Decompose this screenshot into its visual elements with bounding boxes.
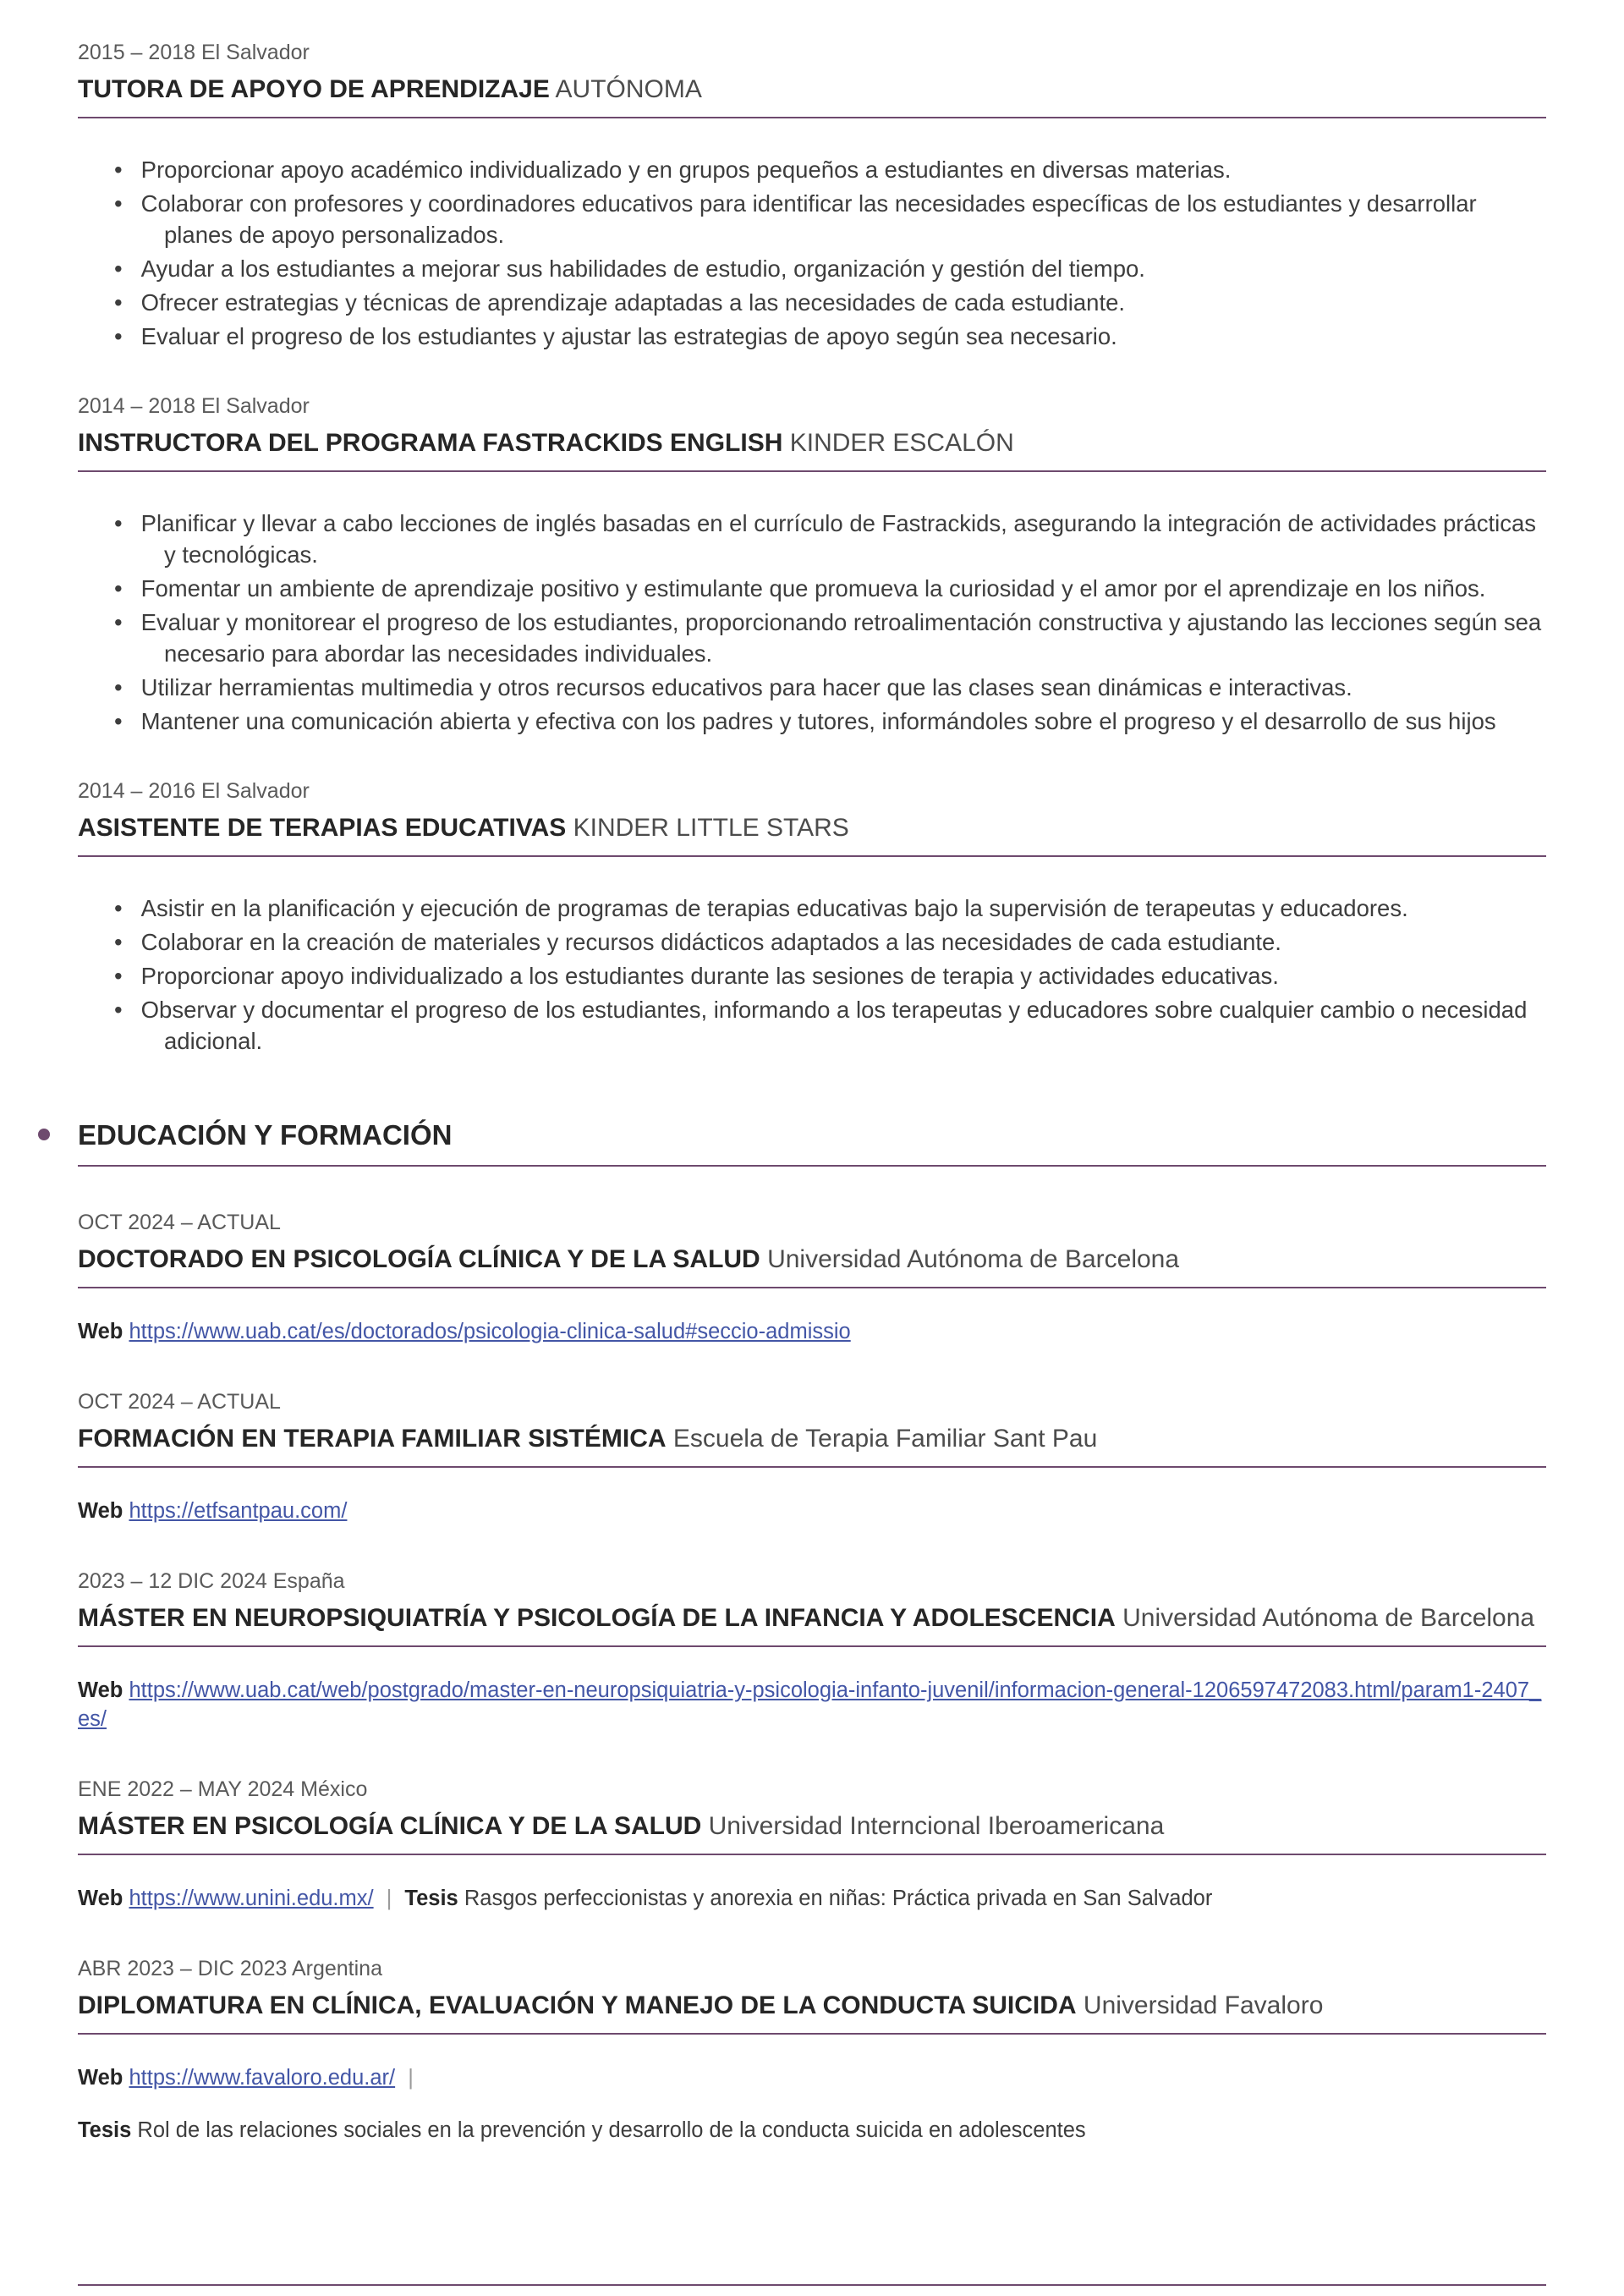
edu-title-line	[78, 1989, 1546, 2023]
divider	[78, 855, 1546, 857]
edu-dates-location	[78, 1388, 1546, 1415]
section-education	[78, 1118, 1546, 1167]
tesis-text: Rol de las relaciones sociales en la prevención y desarrollo de la conducta suicida en adolescentes	[137, 2118, 1086, 2142]
web-link[interactable]: https://www.uab.cat/es/doctorados/psicologia-clinica-salud#seccio-admissio	[129, 1320, 851, 1343]
edu-dates: OCT 2024 – ACTUAL	[78, 1390, 281, 1414]
web-label: Web	[78, 1320, 123, 1343]
job-employer: KINDER LITTLE STARS	[573, 814, 849, 842]
edu-web-line	[78, 1497, 1546, 1525]
tesis-label: Tesis	[404, 1887, 458, 1910]
job-entry-asistente	[78, 777, 1546, 1057]
job-bullet: • Fomentar un ambiente de aprendizaje positivo y estimulante que promueva la curiosidad y el amor por el aprendizaje en los niños.	[78, 573, 1546, 604]
edu-institution: Universidad Favaloro	[1083, 1991, 1324, 2019]
edu-dates-location	[78, 1568, 1546, 1595]
web-label: Web	[78, 1499, 123, 1523]
education-entry-doctorado	[78, 1209, 1546, 1346]
edu-location: Argentina	[291, 1957, 382, 1980]
divider	[78, 1165, 1546, 1167]
edu-web-line	[78, 2063, 1546, 2092]
job-bullet: • Utilizar herramientas multimedia y otros recursos educativos para hacer que las clases sean dinámicas e interactivas.	[78, 672, 1546, 703]
education-entry-terapia-familiar	[78, 1388, 1546, 1525]
edu-dates-location	[78, 1209, 1546, 1236]
edu-location: México	[300, 1777, 368, 1801]
education-entry-master-psicologia	[78, 1776, 1546, 1913]
job-dates-location	[78, 39, 1546, 66]
job-bullet: • Ayudar a los estudiantes a mejorar sus habilidades de estudio, organización y gestión del tiempo.	[78, 253, 1546, 284]
edu-title: DIPLOMATURA EN CLÍNICA, EVALUACIÓN Y MANEJO DE LA CONDUCTA SUICIDA	[78, 1991, 1077, 2019]
divider	[78, 1645, 1546, 1647]
section-title: EDUCACIÓN Y FORMACIÓN	[78, 1119, 453, 1151]
edu-location: España	[272, 1569, 345, 1593]
edu-title-line	[78, 1243, 1546, 1277]
education-entry-master-neuropsiquiatria	[78, 1568, 1546, 1733]
job-bullet: • Colaborar en la creación de materiales y recursos didácticos adaptados a las necesidades de cada estudiante.	[78, 926, 1546, 958]
web-link[interactable]: https://etfsantpau.com/	[129, 1499, 348, 1523]
web-label: Web	[78, 2066, 123, 2090]
job-bullets	[78, 154, 1546, 352]
edu-dates-location	[78, 1776, 1546, 1803]
tesis-text: Rasgos perfeccionistas y anorexia en niñas: Práctica privada en San Salvador	[464, 1887, 1213, 1910]
web-label: Web	[78, 1887, 123, 1910]
job-employer: AUTÓNOMA	[555, 75, 702, 103]
job-bullets	[78, 508, 1546, 737]
divider	[78, 470, 1546, 472]
job-bullet: • Observar y documentar el progreso de los estudiantes, informando a los terapeutas y educadores sobre cualquier cambio o necesidad adicional.	[78, 994, 1546, 1057]
job-title: TUTORA DE APOYO DE APRENDIZAJE	[78, 75, 550, 103]
edu-institution: Universidad Autónoma de Barcelona	[767, 1245, 1180, 1273]
job-bullet: • Proporcionar apoyo académico individualizado y en grupos pequeños a estudiantes en diversas materias.	[78, 154, 1546, 185]
edu-dates: OCT 2024 – ACTUAL	[78, 1211, 281, 1234]
page-bottom-divider	[78, 2284, 1546, 2286]
web-link[interactable]: https://www.uab.cat/web/postgrado/master-en-neuropsiquiatria-y-psicologia-infanto-juvenil/informacion-general-1206597472083.html/param1-2407_es/	[78, 1678, 1542, 1731]
tesis-label: Tesis	[78, 2118, 132, 2142]
job-dates-location	[78, 393, 1546, 420]
education-entry-diplomatura	[78, 1955, 1546, 2145]
edu-dates: ABR 2023 – DIC 2023	[78, 1957, 288, 1980]
web-link[interactable]: https://www.unini.edu.mx/	[129, 1887, 374, 1910]
divider	[78, 117, 1546, 118]
job-employer: KINDER ESCALÓN	[789, 429, 1014, 457]
job-entry-instructora	[78, 393, 1546, 737]
job-bullet: • Evaluar el progreso de los estudiantes y ajustar las estrategias de apoyo según sea necesario.	[78, 321, 1546, 352]
job-title-line	[78, 426, 1546, 460]
edu-web-line	[78, 1884, 1546, 1913]
divider	[78, 2033, 1546, 2035]
job-location: El Salvador	[200, 779, 310, 803]
job-bullet: • Colaborar con profesores y coordinadores educativos para identificar las necesidades específicas de los estudiantes y desarrollar planes de apoyo personalizados.	[78, 188, 1546, 250]
edu-title: FORMACIÓN EN TERAPIA FAMILIAR SISTÉMICA	[78, 1425, 667, 1453]
job-bullet: • Asistir en la planificación y ejecución de programas de terapias educativas bajo la supervisión de terapeutas y educadores.	[78, 893, 1546, 924]
job-dates: 2014 – 2016	[78, 779, 196, 803]
job-location: El Salvador	[200, 41, 310, 64]
job-bullets	[78, 893, 1546, 1057]
edu-institution: Universidad Autónoma de Barcelona	[1122, 1604, 1535, 1632]
divider	[78, 1854, 1546, 1855]
job-title: INSTRUCTORA DEL PROGRAMA FASTRACKIDS ENGLISH	[78, 429, 783, 457]
job-bullet: • Proporcionar apoyo individualizado a los estudiantes durante las sesiones de terapia y actividades educativas.	[78, 960, 1546, 991]
job-bullet: • Planificar y llevar a cabo lecciones de inglés basadas en el currículo de Fastrackids, asegurando la integración de actividades prácticas y tecnológicas.	[78, 508, 1546, 570]
divider	[78, 1287, 1546, 1288]
job-dates: 2015 – 2018	[78, 41, 196, 64]
edu-title-line	[78, 1601, 1546, 1635]
separator: |	[408, 2066, 414, 2090]
edu-tesis-line	[78, 2116, 1546, 2145]
edu-dates: ENE 2022 – MAY 2024	[78, 1777, 295, 1801]
edu-institution: Universidad Interncional Iberoamericana	[708, 1812, 1165, 1840]
job-entry-tutora	[78, 39, 1546, 352]
edu-dates: 2023 – 12 DIC 2024	[78, 1569, 267, 1593]
edu-title: MÁSTER EN PSICOLOGÍA CLÍNICA Y DE LA SALUD	[78, 1812, 702, 1840]
job-location: El Salvador	[200, 394, 310, 418]
job-dates-location	[78, 777, 1546, 805]
edu-title-line	[78, 1810, 1546, 1843]
edu-dates-location	[78, 1955, 1546, 1982]
edu-web-line	[78, 1317, 1546, 1346]
job-dates: 2014 – 2018	[78, 394, 196, 418]
job-bullet: • Mantener una comunicación abierta y efectiva con los padres y tutores, informándoles sobre el progreso y el desarrollo de sus hijos	[78, 706, 1546, 737]
edu-title: MÁSTER EN NEUROPSIQUIATRÍA Y PSICOLOGÍA DE LA INFANCIA Y ADOLESCENCIA	[78, 1604, 1116, 1632]
edu-institution: Escuela de Terapia Familiar Sant Pau	[672, 1425, 1098, 1453]
job-title-line	[78, 73, 1546, 107]
job-bullet: • Ofrecer estrategias y técnicas de aprendizaje adaptadas a las necesidades de cada estudiante.	[78, 287, 1546, 318]
edu-title-line	[78, 1422, 1546, 1456]
edu-title: DOCTORADO EN PSICOLOGÍA CLÍNICA Y DE LA SALUD	[78, 1245, 760, 1273]
section-bullet-icon	[38, 1129, 50, 1140]
separator: |	[386, 1887, 392, 1910]
web-link[interactable]: https://www.favaloro.edu.ar/	[129, 2066, 396, 2090]
job-title-line	[78, 811, 1546, 845]
job-title: ASISTENTE DE TERAPIAS EDUCATIVAS	[78, 814, 567, 842]
divider	[78, 1466, 1546, 1468]
edu-web-line	[78, 1676, 1546, 1733]
web-label: Web	[78, 1678, 123, 1702]
job-bullet: • Evaluar y monitorear el progreso de los estudiantes, proporcionando retroalimentación constructiva y ajustando las lecciones según sea necesario para abordar las necesidades individuales.	[78, 607, 1546, 669]
